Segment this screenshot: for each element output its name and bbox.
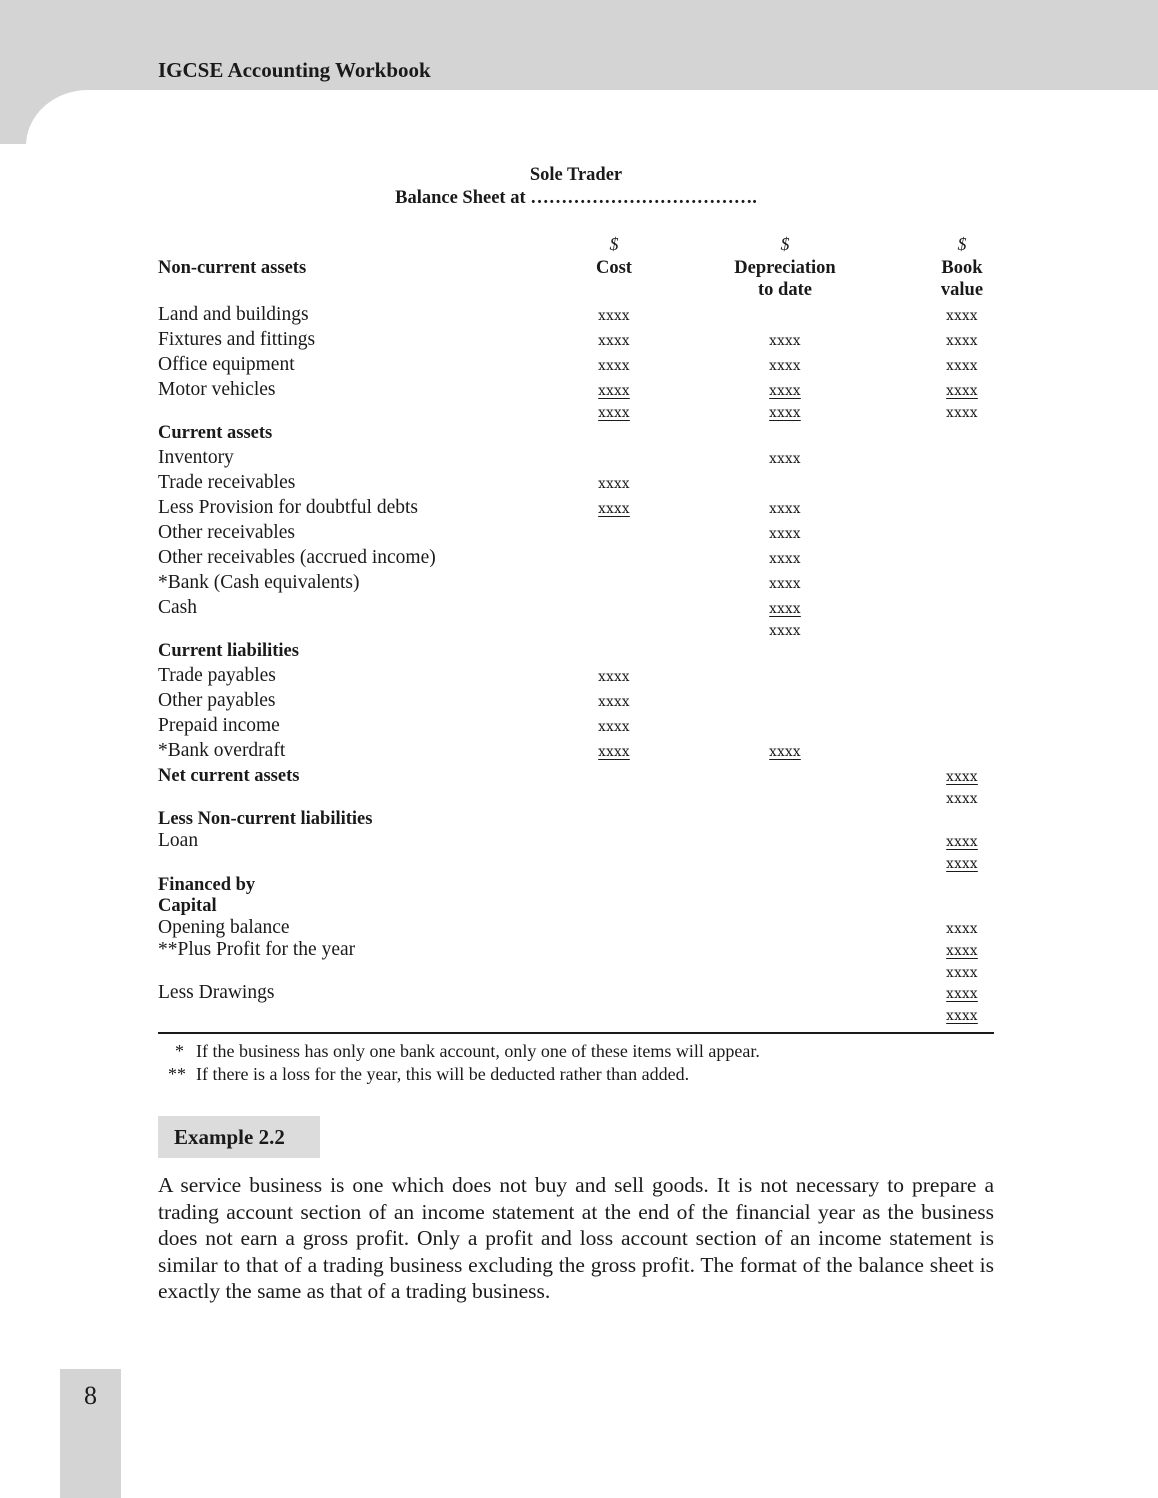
- footnote-mark: *: [175, 1041, 184, 1061]
- row-label: Cash: [158, 597, 197, 618]
- footnote-text: If the business has only one bank account, only one of these items will appear.: [196, 1041, 760, 1061]
- row-label: Less Drawings: [158, 982, 275, 1003]
- value-cell: xxxx: [598, 333, 630, 349]
- section-noncurrent-liabilities: Less Non-current liabilities: [158, 809, 373, 829]
- value-cell: xxxx: [598, 501, 630, 517]
- column-depreciation-line2: to date: [758, 280, 812, 300]
- sheet-subtitle: Balance Sheet at ……………………………….: [395, 188, 757, 208]
- value-cell: xxxx: [946, 1008, 978, 1024]
- row-label: Land and buildings: [158, 304, 309, 325]
- value-cell: xxxx: [946, 856, 978, 872]
- row-label: *Bank (Cash equivalents): [158, 572, 360, 593]
- row-label: Motor vehicles: [158, 379, 276, 400]
- value-cell: xxxx: [769, 405, 801, 421]
- currency-cost: $: [609, 234, 619, 254]
- value-cell: xxxx: [598, 476, 630, 492]
- value-cell: xxxx: [598, 694, 630, 710]
- currency-depreciation: $: [780, 234, 790, 254]
- column-depreciation-line1: Depreciation: [734, 258, 836, 278]
- row-label: *Bank overdraft: [158, 740, 286, 761]
- value-cell: xxxx: [769, 601, 801, 617]
- value-cell: xxxx: [769, 451, 801, 467]
- section-financed-by: Financed by: [158, 875, 256, 895]
- row-label: Prepaid income: [158, 715, 280, 736]
- row-label: Opening balance: [158, 917, 290, 938]
- value-cell: xxxx: [769, 744, 801, 760]
- book-title: IGCSE Accounting Workbook: [158, 58, 431, 82]
- row-label: Fixtures and fittings: [158, 329, 316, 350]
- value-cell: xxxx: [769, 526, 801, 542]
- section-capital: Capital: [158, 896, 217, 916]
- page-number-tab: [60, 1369, 121, 1498]
- value-cell: xxxx: [769, 333, 801, 349]
- value-cell: xxxx: [598, 669, 630, 685]
- sheet-title: Sole Trader: [529, 165, 623, 185]
- row-label: Inventory: [158, 447, 234, 468]
- row-label: Other receivables (accrued income): [158, 547, 436, 568]
- value-cell: xxxx: [769, 623, 801, 639]
- row-label: Trade receivables: [158, 472, 296, 493]
- footnote-mark: **: [168, 1064, 186, 1084]
- row-label: Less Provision for doubtful debts: [158, 497, 418, 518]
- value-cell: xxxx: [946, 965, 978, 981]
- row-label: Loan: [158, 830, 199, 851]
- value-cell: xxxx: [946, 358, 978, 374]
- value-cell: xxxx: [598, 719, 630, 735]
- value-cell: xxxx: [598, 744, 630, 760]
- value-cell: xxxx: [946, 986, 978, 1002]
- row-label: Other receivables: [158, 522, 295, 543]
- footnote-text: If there is a loss for the year, this will be deducted rather than added.: [196, 1064, 690, 1084]
- value-cell: xxxx: [598, 405, 630, 421]
- row-label: Other payables: [158, 690, 276, 711]
- column-cost: Cost: [596, 258, 632, 278]
- value-cell: xxxx: [769, 501, 801, 517]
- value-cell: xxxx: [946, 769, 978, 785]
- value-cell: xxxx: [946, 308, 978, 324]
- value-cell: xxxx: [769, 551, 801, 567]
- value-cell: xxxx: [946, 405, 978, 421]
- value-cell: xxxx: [946, 333, 978, 349]
- section-net-current-assets: Net current assets: [158, 766, 300, 786]
- value-cell: xxxx: [769, 358, 801, 374]
- value-cell: xxxx: [946, 834, 978, 850]
- value-cell: xxxx: [946, 791, 978, 807]
- value-cell: xxxx: [598, 308, 630, 324]
- currency-book: $: [957, 234, 967, 254]
- row-label: Trade payables: [158, 665, 276, 686]
- example-heading: Example 2.2: [174, 1125, 285, 1149]
- value-cell: xxxx: [946, 943, 978, 959]
- section-current-assets: Current assets: [158, 423, 273, 443]
- example-paragraph: A service business is one which does not buy and sell goods. It is not necessary to prepare a trading account section of an income statement at the end of the financial year as the business does not earn a gross profit. Only a profit and loss account section of an income statement is similar to that of a trading business excluding the gross profit. The format of the balance sheet is exactly the same as that of a trading business.: [158, 1173, 994, 1304]
- section-noncurrent-assets: Non-current assets: [158, 258, 307, 278]
- value-cell: xxxx: [946, 383, 978, 399]
- row-label: Office equipment: [158, 354, 295, 375]
- example-heading-box: [158, 1116, 320, 1158]
- page-number: 8: [84, 1381, 97, 1410]
- value-cell: xxxx: [946, 921, 978, 937]
- value-cell: xxxx: [598, 383, 630, 399]
- value-cell: xxxx: [769, 576, 801, 592]
- header-curve: [26, 90, 166, 200]
- value-cell: xxxx: [598, 358, 630, 374]
- value-cell: xxxx: [769, 383, 801, 399]
- column-book-line2: value: [940, 280, 984, 300]
- section-current-liabilities: Current liabilities: [158, 641, 299, 661]
- column-book-line1: Book: [941, 258, 983, 278]
- row-label: **Plus Profit for the year: [158, 939, 356, 960]
- table-bottom-rule: [158, 1032, 994, 1034]
